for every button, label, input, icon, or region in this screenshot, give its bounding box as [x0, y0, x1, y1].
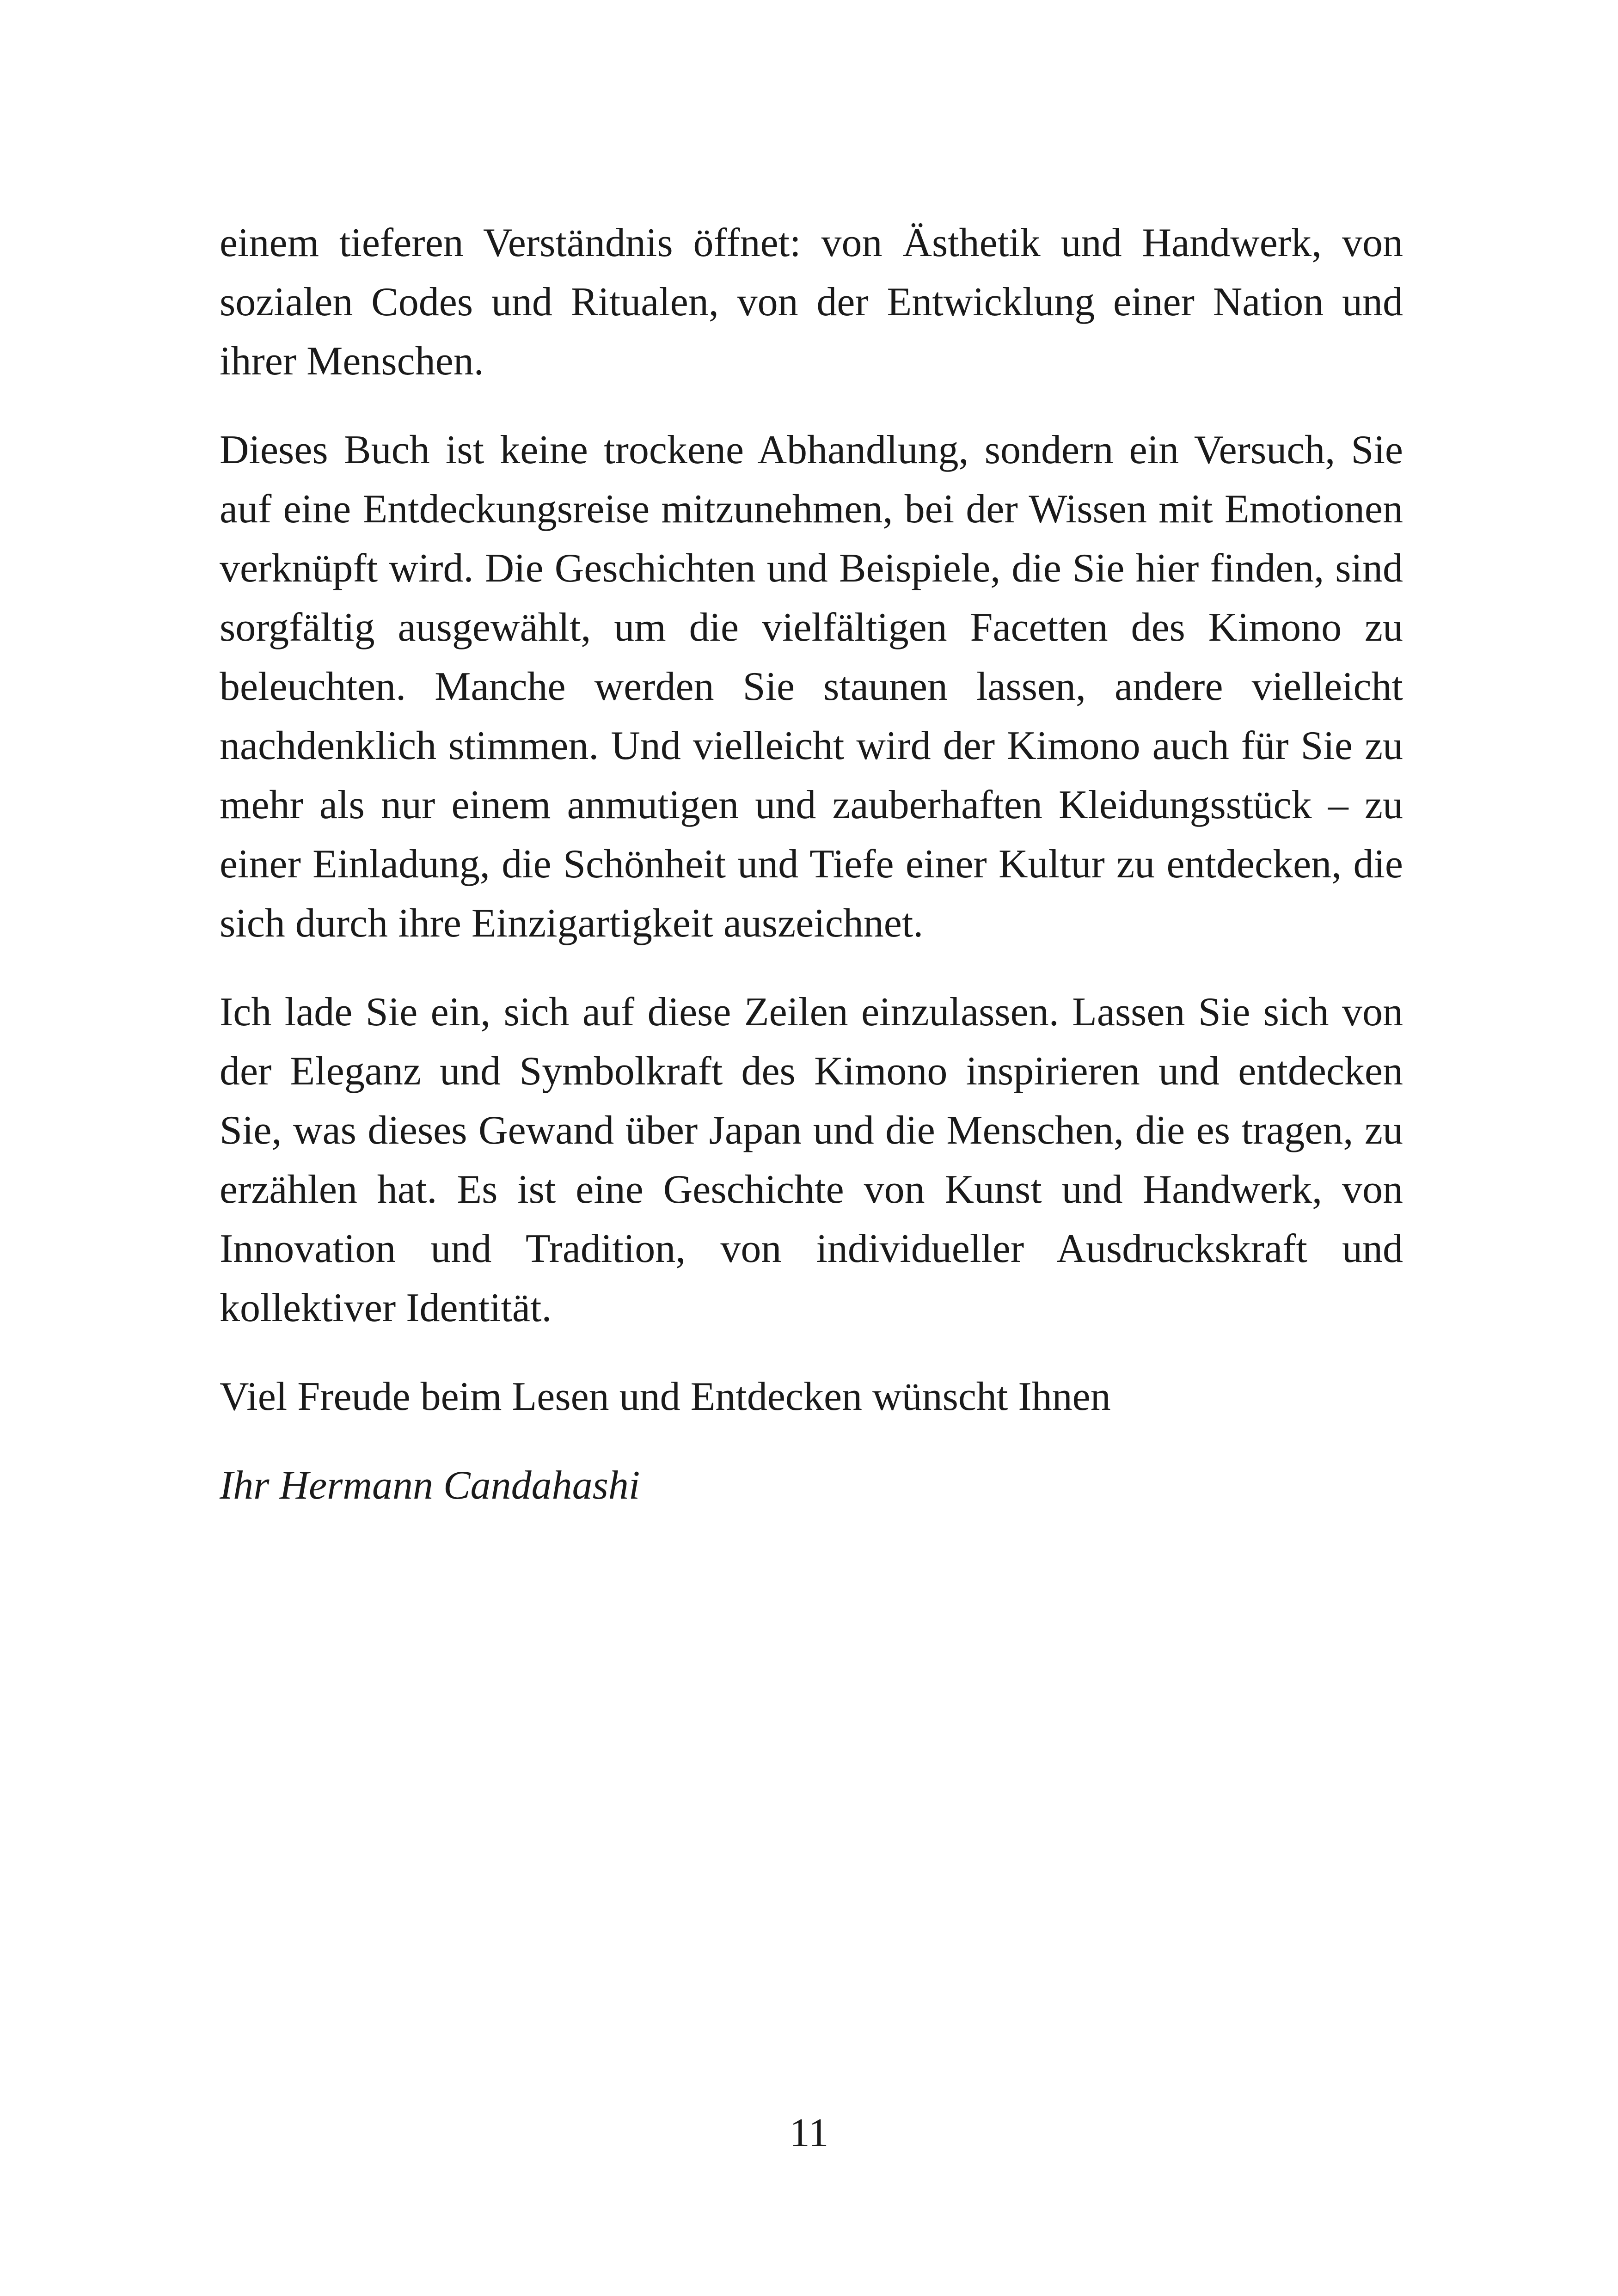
paragraph-continuation: einem tieferen Verständnis öffnet: von Ästhetik und Handwerk, von sozialen Codes und Ritualen, von der Entwicklung einer Nation und ihrer Menschen.: [220, 220, 1403, 384]
author-signature: Ihr Hermann Candahashi: [220, 1463, 640, 1508]
paragraph-invitation: Ich lade Sie ein, sich auf diese Zeilen einzulassen. Lassen Sie sich von der Eleganz und Symbolkraft des Kimono inspirieren und entdecken Sie, was dieses Gewand über Japan und die Menschen, die es tragen, zu erzählen hat. Es ist eine Geschichte von Kunst und Handwerk, von Innovation und Tradition, von individueller Ausdruckskraft und kollektiver Identität.: [220, 990, 1403, 1330]
paragraph-book-intent: Dieses Buch ist keine trockene Abhandlung, sondern ein Versuch, Sie auf eine Entdeckungsreise mitzunehmen, bei der Wissen mit Emotionen verknüpft wird. Die Geschichten und Beispiele, die Sie hier finden, sind sorgfältig ausgewählt, um die vielfältigen Facetten des Kimono zu beleuchten. Manche werden Sie staunen lassen, andere vielleicht nachdenklich stimmen. Und vielleicht wird der Kimono auch für Sie zu mehr als nur einem anmutigen und zauberhaften Kleidungsstück – zu einer Einladung, die Schönheit und Tiefe einer Kultur zu entdecken, die sich durch ihre Einzigartigkeit auszeichnet.: [220, 428, 1403, 946]
paragraph-closing: Viel Freude beim Lesen und Entdecken wünscht Ihnen: [220, 1374, 1111, 1419]
body-text: [220, 214, 1403, 1515]
page-number: 11: [789, 2111, 829, 2155]
